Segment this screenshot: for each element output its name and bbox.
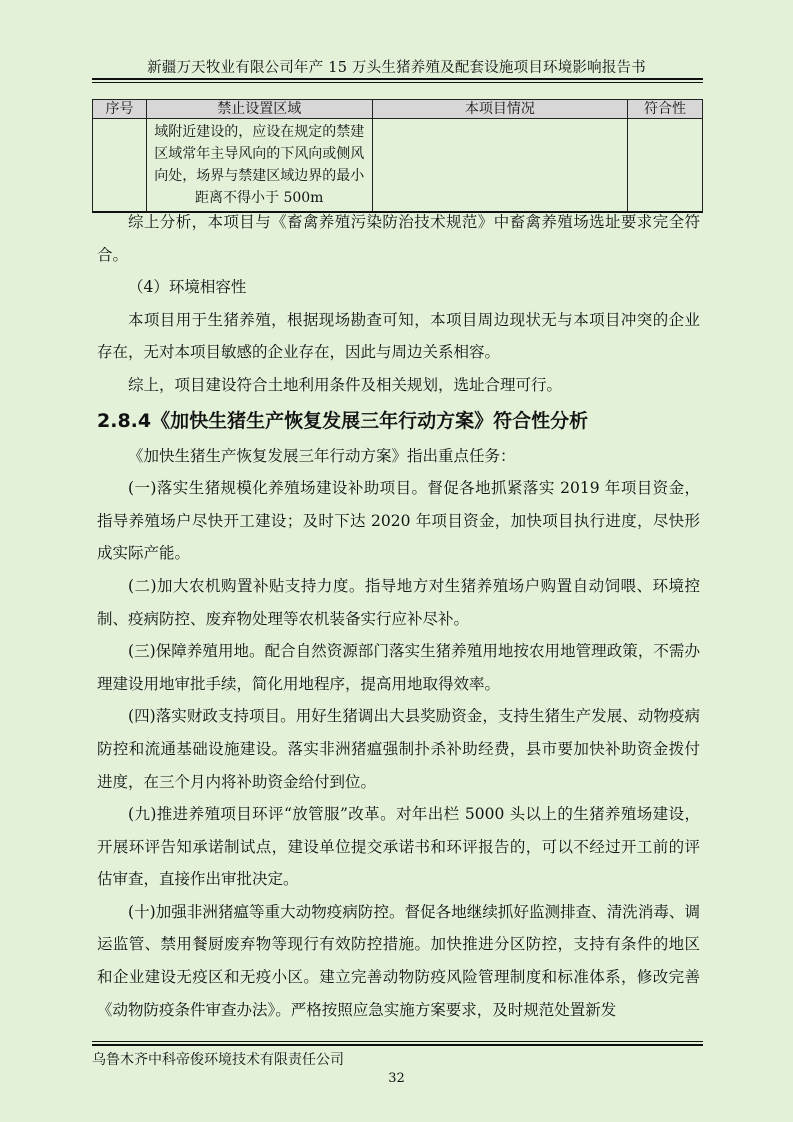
- cell-project: [372, 119, 628, 213]
- table-row: [93, 119, 703, 213]
- footer-rule-thick: [92, 1044, 703, 1046]
- paragraph-task-4: (四)落实财政支持项目。用好生猪调出大县奖励资金，支持生猪生产发展、动物疫病防控和流通基础设施建设。落实非洲猪瘟强制扑杀补助经费，县市要加快补助资金拨付进度，在三个月内将补助资金给付到位。: [97, 707, 700, 791]
- paragraph-task-10: (十)加强非洲猪瘟等重大动物疫病防控。督促各地继续抓好监测排查、清洗消毒、调运监管、禁用餐厨废弃物等现行有效防控措施。加快推进分区防控，支持有条件的地区和企业建设无疫区和无疫小区。建立完善动物防疫风险管理制度和标准体系，修改完善《动物防疫条件审查办法》。严格按照应急实施方案要求，及时规范处置新发: [97, 902, 700, 1019]
- cell-area-line: 距离不得小于 500m: [195, 190, 324, 206]
- page-number: 32: [388, 1071, 405, 1086]
- paragraph-intro: 《加快生猪生产恢复发展三年行动方案》指出重点任务：: [128, 446, 516, 465]
- header-rule-thin: [92, 82, 703, 83]
- header-rule-thick: [92, 78, 703, 80]
- paragraph-task-9: (九)推进养殖项目环评“放管服”改革。对年出栏 5000 头以上的生猪养殖场建设，开展环评告知承诺制试点，建设单位提交承诺书和环评报告的，可以不经过开工前的评估审查，直接作出审批决定。: [97, 805, 700, 889]
- cell-area: [146, 119, 372, 213]
- cell-area-line: 区域常年主导风向的下风向或侧风: [154, 146, 365, 162]
- prohibited-area-table: [92, 99, 703, 213]
- footer-rule-thin: [92, 1041, 703, 1042]
- cell-area-line: 域附近建设的，应设在规定的禁建: [154, 124, 365, 140]
- cell-area-line: 向处，场界与禁建区域边界的最小: [154, 168, 365, 184]
- col-header-area: 禁止设置区域: [146, 100, 372, 119]
- paragraph-conclusion: 综上，项目建设符合土地利用条件及相关规划，选址合理可行。: [128, 375, 563, 394]
- paragraph-task-2: (二)加大农机购置补贴支持力度。指导地方对生猪养殖场户购置自动饲喂、环境控制、疫病防控、废弃物处理等农机装备实行应补尽补。: [97, 576, 700, 628]
- sub-heading-compatibility: （4）环境相容性: [128, 278, 247, 297]
- table-header-row: [93, 100, 703, 119]
- section-heading: 2.8.4《加快生猪生产恢复发展三年行动方案》符合性分析: [97, 409, 589, 432]
- paragraph-task-3: (三)保障养殖用地。配合自然资源部门落实生猪养殖用地按农用地管理政策，不需办理建设用地审批手续，简化用地程序，提高用地取得效率。: [97, 642, 700, 693]
- col-header-project: 本项目情况: [372, 100, 628, 119]
- col-header-seq: 序号: [93, 100, 147, 119]
- cell-compliance: [628, 119, 703, 213]
- col-header-compliance: 符合性: [628, 100, 703, 119]
- paragraph-task-1: (一)落实生猪规模化养殖场建设补助项目。督促各地抓紧落实 2019 年项目资金，指导养殖场户尽快开工建设；及时下达 2020 年项目资金，加快项目执行进度，尽快形成实际产能。: [97, 479, 700, 563]
- paragraph-compatibility: 本项目用于生猪养殖，根据现场勘查可知，本项目周边现状无与本项目冲突的企业存在，无对本项目敏感的企业存在，因此与周边关系相容。: [97, 310, 700, 362]
- footer-company-name: 乌鲁木齐中科帝俊环境技术有限责任公司: [92, 1052, 344, 1068]
- paragraph-summary: 综上分析，本项目与《畜禽养殖污染防治技术规范》中畜禽养殖场选址要求完全符合。: [97, 213, 700, 264]
- body-text: [97, 206, 700, 1026]
- document-header-title: 新疆万天牧业有限公司年产 15 万头生猪养殖及配套设施项目环境影响报告书: [147, 60, 646, 76]
- cell-seq: [93, 119, 147, 213]
